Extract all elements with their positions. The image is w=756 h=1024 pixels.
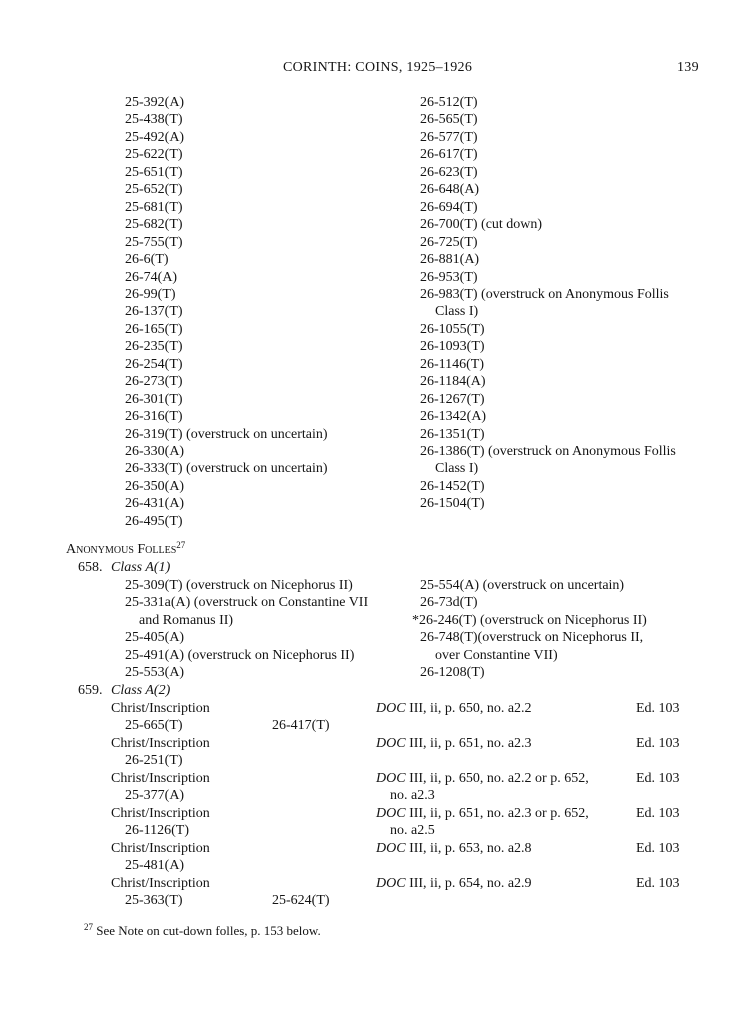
doc-abbrev: DOC xyxy=(376,806,406,821)
inventory-item: 26-1267(T) xyxy=(420,391,485,407)
inventory-item: 26-881(A) xyxy=(420,252,480,268)
doc-reference xyxy=(376,875,532,892)
class-658-item: 25-491(A) (overstruck on Nicephorus II) xyxy=(125,647,355,663)
inventory-number: 25-624(T) xyxy=(272,893,330,909)
inventory-item: 26-512(T) xyxy=(420,95,478,110)
edition-number: Ed. 103 xyxy=(636,806,680,821)
doc-reference-cont: no. a2.5 xyxy=(390,823,435,839)
doc-citation: III, ii, p. 650, no. a2.2 or p. 652, xyxy=(405,771,589,786)
inventory-item: 26-1452(T) xyxy=(420,478,485,494)
doc-abbrev: DOC xyxy=(376,771,406,786)
inventory-item: 26-301(T) xyxy=(125,391,183,407)
edition-number: Ed. 103 xyxy=(636,771,680,786)
class-658-item: 25-554(A) (overstruck on uncertain) xyxy=(420,578,625,593)
footnote-marker: 27 xyxy=(84,922,93,932)
inventory-item: 26-273(T) xyxy=(125,374,183,390)
doc-reference xyxy=(376,700,532,717)
page-number: 139 xyxy=(677,60,699,75)
inventory-item: 26-1093(T) xyxy=(420,339,485,355)
coin-type: Christ/Inscription xyxy=(111,876,210,891)
coin-type: Christ/Inscription xyxy=(111,841,210,856)
class-658-number: 658. xyxy=(78,560,103,575)
doc-abbrev: DOC xyxy=(376,701,406,716)
coin-type: Christ/Inscription xyxy=(111,771,210,786)
inventory-number: 25-665(T) xyxy=(125,718,183,734)
inventory-item: 25-492(A) xyxy=(125,129,185,145)
class-659-title: Class A(2) xyxy=(111,683,171,698)
inventory-item: 26-74(A) xyxy=(125,269,178,285)
class-659-number: 659. xyxy=(78,683,103,698)
inventory-item: 25-755(T) xyxy=(125,234,183,250)
inventory-number: 25-481(A) xyxy=(125,858,185,874)
inventory-item: 26-319(T) (overstruck on uncertain) xyxy=(125,426,328,442)
class-658-item: 26-748(T)(overstruck on Nicephorus II, xyxy=(420,630,644,646)
inventory-number: 26-1126(T) xyxy=(125,823,190,839)
inventory-item: 26-333(T) (overstruck on uncertain) xyxy=(125,461,328,477)
coin-type: Christ/Inscription xyxy=(111,701,210,716)
section-title xyxy=(66,541,185,558)
inventory-item: 25-622(T) xyxy=(125,147,183,163)
inventory-item: 26-565(T) xyxy=(420,112,478,128)
edition-number: Ed. 103 xyxy=(636,701,680,716)
inventory-number: 26-251(T) xyxy=(125,753,183,769)
inventory-item: 26-1351(T) xyxy=(420,426,485,442)
class-658-item: over Constantine VII) xyxy=(435,647,558,663)
inventory-item: 25-652(T) xyxy=(125,182,183,198)
footnote-ref: 27 xyxy=(176,540,186,550)
inventory-item: 26-983(T) (overstruck on Anonymous Follis xyxy=(420,286,669,302)
inventory-item: 25-681(T) xyxy=(125,199,183,215)
inventory-item: 26-6(T) xyxy=(125,252,169,268)
doc-abbrev: DOC xyxy=(376,736,406,751)
inventory-item: 26-648(A) xyxy=(420,182,480,198)
edition-number: Ed. 103 xyxy=(636,876,680,891)
footnote-text: See Note on cut-down folles, p. 153 below. xyxy=(93,923,321,938)
inventory-item: 25-438(T) xyxy=(125,112,183,128)
class-658-item: 25-331a(A) (overstruck on Constantine VII xyxy=(125,595,369,611)
inventory-item: 26-316(T) xyxy=(125,409,183,425)
edition-number: Ed. 103 xyxy=(636,736,680,751)
inventory-item: 26-330(A) xyxy=(125,444,185,459)
inventory-item: 26-165(T) xyxy=(125,321,183,337)
running-title: CORINTH: COINS, 1925–1926 xyxy=(283,60,473,75)
doc-citation: III, ii, p. 651, no. a2.3 xyxy=(405,736,532,751)
doc-abbrev: DOC xyxy=(376,841,406,856)
inventory-item: 26-431(A) xyxy=(125,496,185,512)
doc-reference xyxy=(376,770,589,787)
class-658-item: 26-1208(T) xyxy=(420,665,485,681)
inventory-item: Class I) xyxy=(435,304,479,320)
inventory-item: 26-617(T) xyxy=(420,147,478,163)
inventory-number: 26-417(T) xyxy=(272,718,330,734)
doc-reference xyxy=(376,840,532,857)
section-title-text: Anonymous Folles xyxy=(66,542,177,557)
inventory-item: 25-682(T) xyxy=(125,217,183,233)
inventory-item: 26-623(T) xyxy=(420,164,478,180)
inventory-item: 26-1504(T) xyxy=(420,496,485,512)
inventory-item: 26-99(T) xyxy=(125,286,176,302)
edition-number: Ed. 103 xyxy=(636,841,680,856)
footnote xyxy=(84,923,321,939)
doc-citation: III, ii, p. 650, no. a2.2 xyxy=(405,701,532,716)
doc-citation: III, ii, p. 654, no. a2.9 xyxy=(405,876,532,891)
coin-type: Christ/Inscription xyxy=(111,736,210,751)
doc-abbrev: DOC xyxy=(376,876,406,891)
inventory-item: 25-651(T) xyxy=(125,164,183,180)
class-658-title: Class A(1) xyxy=(111,560,171,575)
doc-citation: III, ii, p. 651, no. a2.3 or p. 652, xyxy=(405,806,589,821)
coin-type: Christ/Inscription xyxy=(111,806,210,821)
doc-reference-cont: no. a2.3 xyxy=(390,788,435,804)
inventory-item: 26-137(T) xyxy=(125,304,183,320)
inventory-item: 26-254(T) xyxy=(125,356,183,372)
inventory-item: 26-577(T) xyxy=(420,129,478,145)
inventory-item: 26-1146(T) xyxy=(420,356,485,372)
inventory-item: 26-495(T) xyxy=(125,513,183,529)
inventory-item: 26-350(A) xyxy=(125,478,185,494)
inventory-item: 25-392(A) xyxy=(125,95,185,110)
class-658-item: and Romanus II) xyxy=(139,612,234,628)
inventory-item: 26-1184(A) xyxy=(420,374,486,390)
class-658-item: 25-309(T) (overstruck on Nicephorus II) xyxy=(125,578,353,593)
inventory-item: 26-694(T) xyxy=(420,199,478,215)
inventory-item: 26-725(T) xyxy=(420,234,478,250)
inventory-item: 26-1342(A) xyxy=(420,409,487,425)
doc-reference xyxy=(376,805,589,822)
class-658-item: *26-246(T) (overstruck on Nicephorus II) xyxy=(412,612,647,628)
inventory-number: 25-377(A) xyxy=(125,788,185,804)
inventory-item: 26-235(T) xyxy=(125,339,183,355)
class-658-item: 26-73d(T) xyxy=(420,595,478,611)
inventory-item: 26-1055(T) xyxy=(420,321,485,337)
class-658-item: 25-405(A) xyxy=(125,630,185,646)
doc-reference xyxy=(376,735,532,752)
inventory-item: 26-700(T) (cut down) xyxy=(420,217,543,233)
class-658-item: 25-553(A) xyxy=(125,665,185,681)
doc-citation: III, ii, p. 653, no. a2.8 xyxy=(405,841,532,856)
inventory-item: 26-953(T) xyxy=(420,269,478,285)
inventory-item: 26-1386(T) (overstruck on Anonymous Follis xyxy=(420,444,676,459)
inventory-number: 25-363(T) xyxy=(125,893,183,909)
inventory-item: Class I) xyxy=(435,461,479,477)
